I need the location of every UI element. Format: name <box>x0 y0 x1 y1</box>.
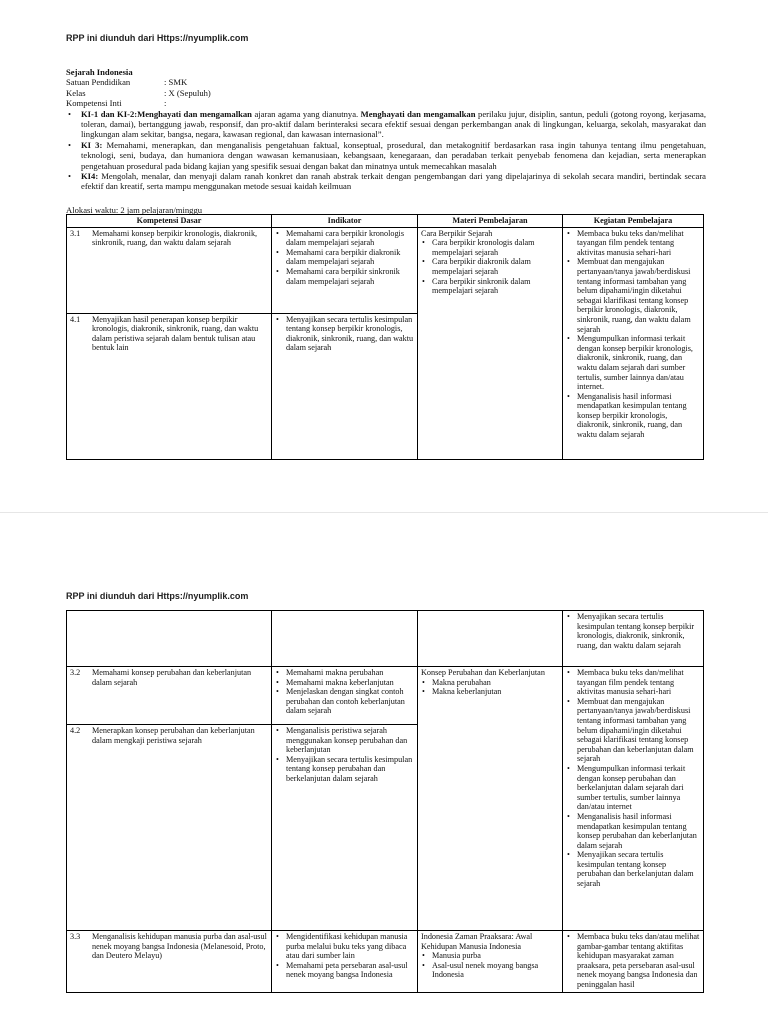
table-row <box>67 931 704 993</box>
ki-item: • KI-1 dan KI-2:Menghayati dan mengamalkan ajaran agama yang dianutnya. Menghayati dan mengamalkan perilaku jujur, disiplin, santun, peduli (gotong royong, kerjasama, toleran, damai), bertanggung jawab, responsif, dan pro-aktif dalam berinteraksi secara efektif sesuai dengan perkembangan anak di lingkungan, keluarga, sekolah, masyarakat dan lingkungan alam sekitar, bangsa, negara, kawasan regional, dan kawasan internasional”. <box>66 109 706 140</box>
column-header: Indikator <box>272 215 418 228</box>
list-item: • Makna perubahan <box>421 678 559 688</box>
indikator-cell <box>272 227 418 313</box>
kd-cell: 3.2 Memahami konsep perubahan dan keberlanjutan dalam sejarah <box>67 667 272 725</box>
table-header-row <box>67 215 704 228</box>
indikator-cell <box>272 611 418 667</box>
list-item: • Membaca buku teks dan/atau melihat gambar-gambar tentang aktifitas kehidupan masyarakat zaman praaksara, peta persebaran asal-usul nenek moyang bangsa Indonesia dan peninggalan hasil <box>566 932 700 990</box>
kompetensi-inti-list <box>66 109 706 192</box>
kd-cell: 3.3 Menganalisis kehidupan manusia purba dan asal-usul nenek moyang bangsa Indonesia (Melanesoid, Proto, dan Deutero Melayu) <box>67 931 272 993</box>
indikator-cell <box>272 667 418 725</box>
header-row: Kompetensi Inti : <box>66 98 167 109</box>
materi-cell: Indonesia Zaman Praaksara: Awal Kehidupan Manusia Indonesia • Manusia purba • Asal-usul nenek moyang bangsa Indonesia <box>418 931 563 993</box>
list-item: • Memahami makna perubahan <box>275 668 414 678</box>
list-item: • Menyajikan secara tertulis kesimpulan tentang konsep berpikir kronologis, diakronik, sinkronik, ruang, dan waktu dalam sejarah <box>566 612 700 650</box>
list-item: • Menyajikan secara tertulis kesimpulan tentang konsep perubahan dan berkelanjutan dalam sejarah <box>566 850 700 888</box>
indikator-cell <box>272 313 418 459</box>
list-item: • Memahami cara berpikir diakronik dalam mempelajari sejarah <box>275 248 414 267</box>
column-header: Kompetensi Dasar <box>67 215 272 228</box>
kegiatan-cell <box>563 667 704 931</box>
list-item: • Menjelaskan dengan singkat contoh perubahan dan contoh keberlanjutan dalam sejarah <box>275 687 414 716</box>
list-item: • Membaca buku teks dan/melihat tayangan film pendek tentang aktivitas manusia sehari-hari <box>566 668 700 697</box>
kegiatan-cell <box>563 931 704 993</box>
subject-title: Sejarah Indonesia <box>66 67 133 77</box>
syllabus-table-page-1 <box>66 214 704 460</box>
alokasi-waktu: Alokasi waktu: 2 jam pelajaran/minggu <box>66 205 203 215</box>
header-row: Kelas : X (Sepuluh) <box>66 87 211 98</box>
list-item: • Membuat dan mengajukan pertanyaan/tanya jawab/berdiskusi tentang informasi tambahan yang belum dipahami/ingin diketahui sebagai klarifikasi tentang konsep perubahan dan keberlanjutan dalam sejarah <box>566 697 700 764</box>
table-row <box>67 227 704 313</box>
list-item: • Asal-usul nenek moyang bangsa Indonesia <box>421 961 559 980</box>
ki-item: • KI 3: Memahami, menerapkan, dan menganalisis pengetahuan faktual, konseptual, prosedural, dan metakognitif berdasarkan rasa ingin tahunya tentang ilmu pengetahuan, teknologi, seni, budaya, dan humaniora dengan wawasan kemanusiaan, kebangsaan, kenegaraan, dan peradaban terkait penyebab fenomena dan kejadian, serta menerapkan pengetahuan prosedural pada bidang kajian yang spesifik sesuai dengan bakat dan minatnya untuk memecahkan masalah <box>66 140 706 171</box>
materi-cell: Konsep Perubahan dan Keberlanjutan • Makna perubahan • Makna keberlanjutan <box>418 667 563 931</box>
kegiatan-cell <box>563 227 704 459</box>
header-row: Satuan Pendidikan : SMK <box>66 77 188 88</box>
kd-cell: 3.1 Memahami konsep berpikir kronologis, diakronik, sinkronik, ruang, dan waktu dalam sejarah <box>67 227 272 313</box>
list-item: • Membaca buku teks dan/melihat tayangan film pendek tentang aktivitas manusia sehari-hari <box>566 229 700 258</box>
kd-cell: 4.2 Menerapkan konsep perubahan dan keberlanjutan dalam mengkaji peristiwa sejarah <box>67 725 272 931</box>
table-row <box>67 611 704 667</box>
list-item: • Menganalisis peristiwa sejarah menggunakan konsep perubahan dan keberlanjutan <box>275 726 414 755</box>
list-item: • Mengumpulkan informasi terkait dengan konsep berpikir kronologis, diakronik, sinkronik, ruang, dan waktu dalam sejarah dari sumber tertulis, sumber lainnya dan/atau internet. <box>566 334 700 392</box>
list-item: • Cara berpikir sinkronik dalam mempelajari sejarah <box>421 277 559 296</box>
list-item: • Membuat dan mengajukan pertanyaan/tanya jawab/berdiskusi tentang informasi tambahan yang belum dipahami/ingin diketahui sebagai klarifikasi tentang konsep berpikir kronologis, diakronik, sinkronik, ruang, dan waktu dalam sejarah <box>566 257 700 334</box>
list-item: • Menganalisis hasil informasi mendapatkan kesimpulan tentang konsep perubahan dan keberlanjutan dalam sejarah <box>566 812 700 850</box>
list-item: • Manusia purba <box>421 951 559 961</box>
list-item: • Mengumpulkan informasi terkait dengan konsep perubahan dan berkelanjutan dalam sejarah dari sumber tertulis, sumber lainnya dan/atau internet <box>566 764 700 812</box>
syllabus-table-page-2 <box>66 610 704 993</box>
document-page-1 <box>0 0 768 512</box>
document-page-2 <box>0 512 768 1025</box>
document-header <box>66 67 706 192</box>
list-item: • Menyajikan secara tertulis kesimpulan tentang konsep berpikir kronologis, diakronik, sinkronik, ruang, dan waktu dalam sejarah <box>275 315 414 353</box>
list-item: • Mengidentifikasi kehidupan manusia purba melalui buku teks yang dibaca atau dari sumber lain <box>275 932 414 961</box>
watermark-text: RPP ini diunduh dari Https://nyumplik.com <box>66 33 249 43</box>
list-item: • Memahami makna keberlanjutan <box>275 678 414 688</box>
ki-item: • KI4: Mengolah, menalar, dan menyaji dalam ranah konkret dan ranah abstrak terkait dengan pengembangan dari yang dipelajarinya di sekolah secara mandiri, bertindak secara efektif dan kreatif, serta mampu menggunakan metode sesuai kaidah keilmuan <box>66 171 706 192</box>
materi-cell <box>418 611 563 667</box>
materi-cell: Cara Berpikir Sejarah • Cara berpikir kronologis dalam mempelajari sejarah • Cara berpikir diakronik dalam mempelajari sejarah • Cara berpikir sinkronik dalam mempelajari sejarah <box>418 227 563 459</box>
indikator-cell <box>272 725 418 931</box>
list-item: • Cara berpikir kronologis dalam mempelajari sejarah <box>421 238 559 257</box>
list-item: • Memahami cara berpikir sinkronik dalam mempelajari sejarah <box>275 267 414 286</box>
list-item: • Menyajikan secara tertulis kesimpulan tentang konsep perubahan dan berkelanjutan dalam sejarah <box>275 755 414 784</box>
kegiatan-cell <box>563 611 704 667</box>
column-header: Materi Pembelajaran <box>418 215 563 228</box>
watermark-text: RPP ini diunduh dari Https://nyumplik.com <box>66 591 249 601</box>
column-header: Kegiatan Pembelajara <box>563 215 704 228</box>
list-item: • Menganalisis hasil informasi mendapatkan kesimpulan tentang konsep berpikir kronologis, diakronik, sinkronik, ruang, dan waktu dalam sejarah <box>566 392 700 440</box>
list-item: • Memahami peta persebaran asal-usul nenek moyang bangsa Indonesia <box>275 961 414 980</box>
list-item: • Makna keberlanjutan <box>421 687 559 697</box>
list-item: • Cara berpikir diakronik dalam mempelajari sejarah <box>421 257 559 276</box>
kd-cell <box>67 611 272 667</box>
table-row <box>67 667 704 725</box>
indikator-cell <box>272 931 418 993</box>
kd-cell: 4.1 Menyajikan hasil penerapan konsep berpikir kronologis, diakronik, sinkronik, ruang, dan waktu dalam peristiwa sejarah dalam bentuk tulisan atau bentuk lain <box>67 313 272 459</box>
list-item: • Memahami cara berpikir kronologis dalam mempelajari sejarah <box>275 229 414 248</box>
